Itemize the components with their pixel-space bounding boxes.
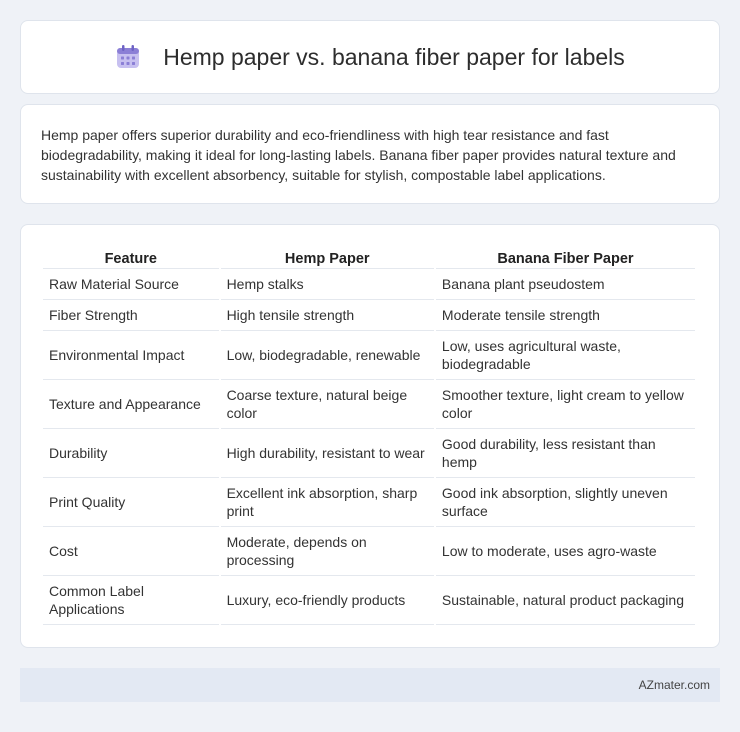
table-cell: Print Quality [43,478,219,527]
header-hemp-paper: Hemp Paper [221,245,434,269]
table-cell: Cost [43,527,219,576]
table-row [43,576,695,625]
table-cell: Smoother texture, light cream to yellow color [436,380,695,429]
table-cell: Moderate, depends on processing [221,527,434,576]
footer [20,668,720,702]
table-header-row [43,245,695,269]
table-cell: Sustainable, natural product packaging [436,576,695,625]
table-cell: Environmental Impact [43,331,219,380]
table-cell: Low, biodegradable, renewable [221,331,434,380]
table-cell: Raw Material Source [43,269,219,300]
page-title: Hemp paper vs. banana fiber paper for labels [163,43,625,70]
title-card [20,20,720,94]
comparison-table [41,245,697,625]
footer-brand[interactable]: AZmater.com [638,678,710,692]
table-cell: Moderate tensile strength [436,300,695,331]
comparison-table-card [20,224,720,648]
header-banana-fiber-paper: Banana Fiber Paper [436,245,695,269]
table-cell: Good durability, less resistant than hemp [436,429,695,478]
table-row [43,429,695,478]
table-cell: Good ink absorption, slightly uneven surface [436,478,695,527]
table-cell: Common Label Applications [43,576,219,625]
table-row [43,331,695,380]
table-cell: Excellent ink absorption, sharp print [221,478,434,527]
table-row [43,527,695,576]
header-feature: Feature [43,245,219,269]
table-cell: High tensile strength [221,300,434,331]
table-cell: High durability, resistant to wear [221,429,434,478]
calendar-icon [115,44,141,70]
table-row [43,380,695,429]
table-cell: Low, uses agricultural waste, biodegradable [436,331,695,380]
table-cell: Texture and Appearance [43,380,219,429]
table-row [43,269,695,300]
table-cell: Fiber Strength [43,300,219,331]
table-row [43,300,695,331]
table-row [43,478,695,527]
description-card [20,104,720,204]
table-cell: Durability [43,429,219,478]
table-cell: Low to moderate, uses agro-waste [436,527,695,576]
table-cell: Luxury, eco-friendly products [221,576,434,625]
table-cell: Coarse texture, natural beige color [221,380,434,429]
description-text: Hemp paper offers superior durability and eco-friendliness with high tear resistance and fast biodegradability, making it ideal for long-lasting labels. Banana fiber paper provides natural texture and sustainability with excellent absorbency, suitable for stylish, compostable label applications. [41,127,676,183]
table-cell: Hemp stalks [221,269,434,300]
table-cell: Banana plant pseudostem [436,269,695,300]
